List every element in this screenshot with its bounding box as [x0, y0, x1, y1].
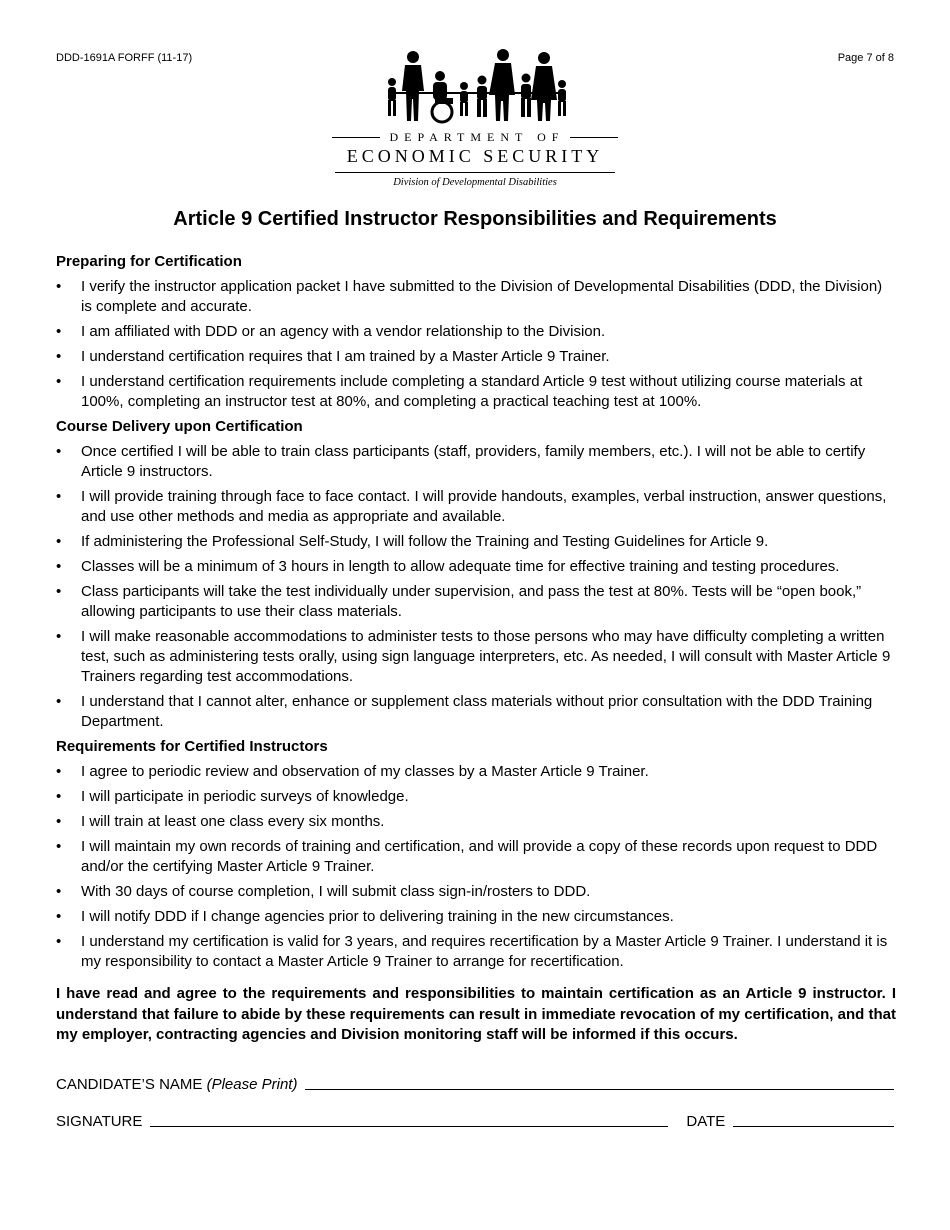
list-item: • I agree to periodic review and observation of my classes by a Master Article 9 Trainer.	[56, 762, 896, 782]
list-item: • I will participate in periodic surveys of knowledge.	[56, 787, 896, 807]
signature-label: SIGNATURE	[56, 1113, 143, 1130]
candidate-name-row	[56, 1076, 894, 1093]
page-title: Article 9 Certified Instructor Responsibilities and Requirements	[173, 208, 777, 230]
section-heading: Requirements for Certified Instructors	[56, 738, 328, 755]
signature-row	[56, 1113, 894, 1130]
section-preparing	[56, 252, 896, 412]
des-logo	[0, 48, 950, 188]
date-field[interactable]	[733, 1125, 894, 1127]
section-heading: Preparing for Certification	[56, 253, 242, 270]
list-item: • I will provide training through face to face contact. I will provide handouts, examples, verbal instruction, answer questions, and use other methods and media as appropriate and available.	[56, 487, 896, 527]
list-item: • With 30 days of course completion, I will submit class sign-in/rosters to DDD.	[56, 882, 896, 902]
date-label: DATE	[686, 1113, 726, 1130]
list-item: • If administering the Professional Self-Study, I will follow the Training and Testing Guidelines for Article 9.	[56, 532, 896, 552]
list-item: • Once certified I will be able to train class participants (staff, providers, family members, etc.). I will not be able to certify Article 9 instructors.	[56, 442, 896, 482]
section-course-delivery	[56, 417, 896, 732]
list-item: • I understand that I cannot alter, enhance or supplement class materials without prior consultation with the DDD Training Department.	[56, 692, 896, 732]
please-print-hint: (Please Print)	[206, 1076, 298, 1093]
page-number: Page 7 of 8	[837, 52, 894, 64]
logo-economic-security: ECONOMIC SECURITY	[346, 146, 604, 166]
list-item: • I am affiliated with DDD or an agency with a vendor relationship to the Division.	[56, 322, 896, 342]
list-item: • Classes will be a minimum of 3 hours in length to allow adequate time for effective training and testing procedures.	[56, 557, 896, 577]
logo-dept-of: DEPARTMENT OF	[389, 130, 565, 144]
candidate-name-field[interactable]	[305, 1088, 894, 1090]
list-item: • I understand my certification is valid for 3 years, and requires recertification by a Master Article 9 Trainer. I understand it is my responsibility to contact a Master Article 9 Trainer to arrange for recertification.	[56, 932, 896, 972]
list-item: • I will notify DDD if I change agencies prior to delivering training in the new circumstances.	[56, 907, 896, 927]
list-item: • I understand certification requires that I am trained by a Master Article 9 Trainer.	[56, 347, 896, 367]
list-item: • I understand certification requirements include completing a standard Article 9 test without utilizing course materials at 100%, completing an instructor test at 80%, and completing a practical teaching test at 100%.	[56, 372, 896, 412]
section-requirements	[56, 737, 896, 972]
list-item: • I will make reasonable accommodations to administer tests to those persons who may have difficulty completing a written test, such as administering tests orally, using sign language interpreters, etc. As needed, I will consult with Master Article 9 Trainers regarding test accommodations.	[56, 627, 896, 687]
requirements-content	[56, 252, 896, 1046]
list-item: • I will train at least one class every six months.	[56, 812, 896, 832]
logo-division: Division of Developmental Disabilities	[393, 177, 557, 188]
list-item: • Class participants will take the test individually under supervision, and pass the test at 80%. Tests will be “open book,” allowing participants to use their class materials.	[56, 582, 896, 622]
family-silhouette-icon	[380, 48, 570, 124]
list-item: • I verify the instructor application packet I have submitted to the Division of Developmental Disabilities (DDD, the Division) is complete and accurate.	[56, 277, 896, 317]
section-heading: Course Delivery upon Certification	[56, 418, 303, 435]
candidate-name-label: CANDIDATE’S NAME (Please Print)	[56, 1076, 298, 1093]
signature-field[interactable]	[150, 1125, 668, 1127]
agreement-statement: I have read and agree to the requirements and responsibilities to maintain certification as an Article 9 instructor. I understand that failure to abide by these requirements can result in immediate revocation of my certification, and that my employer, contracting agencies and Division monitoring staff will be informed if this occurs.	[56, 985, 896, 1043]
form-id: DDD-1691A FORFF (11-17)	[56, 52, 193, 64]
list-item: • I will maintain my own records of training and certification, and will provide a copy of these records upon request to DDD and/or the certifying Master Article 9 Trainer.	[56, 837, 896, 877]
